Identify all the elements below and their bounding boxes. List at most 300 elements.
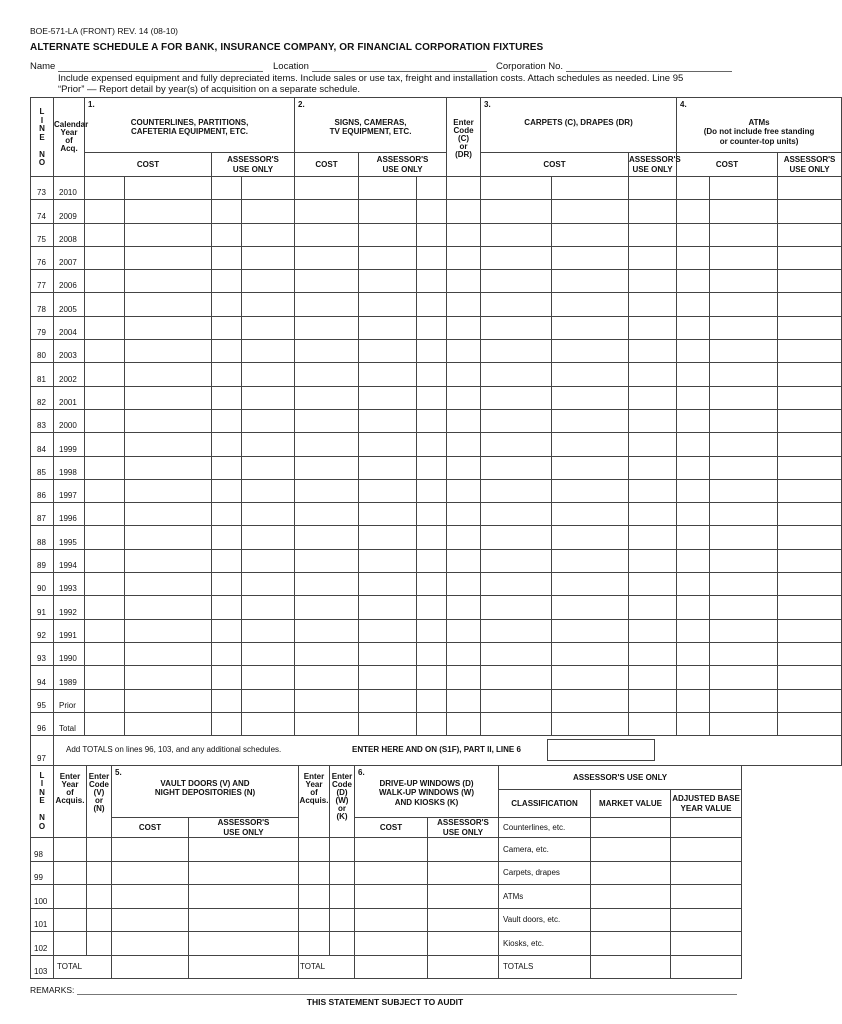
entry-cell[interactable]	[552, 689, 629, 712]
entry-cell[interactable]	[299, 932, 330, 956]
entry-cell[interactable]	[359, 666, 417, 689]
entry-cell[interactable]	[85, 642, 125, 665]
entry-cell[interactable]	[481, 363, 552, 386]
entry-cell[interactable]	[242, 316, 295, 339]
entry-cell[interactable]	[778, 549, 842, 572]
entry-cell[interactable]	[125, 666, 212, 689]
entry-cell[interactable]	[125, 596, 212, 619]
entry-cell[interactable]	[677, 712, 710, 735]
entry-cell[interactable]	[417, 642, 447, 665]
market-value-cell[interactable]	[591, 838, 671, 862]
entry-cell[interactable]	[629, 270, 677, 293]
entry-cell[interactable]	[85, 526, 125, 549]
entry-cell[interactable]	[112, 861, 189, 885]
entry-cell[interactable]	[417, 316, 447, 339]
entry-cell[interactable]	[359, 409, 417, 432]
entry-cell[interactable]	[629, 549, 677, 572]
entry-cell[interactable]	[417, 549, 447, 572]
entry-cell[interactable]	[295, 642, 359, 665]
entry-cell[interactable]	[212, 177, 242, 200]
adjusted-base-cell[interactable]	[671, 885, 742, 909]
entry-cell[interactable]	[710, 456, 778, 479]
entry-cell[interactable]	[552, 246, 629, 269]
entry-cell[interactable]	[481, 223, 552, 246]
entry-cell[interactable]	[295, 666, 359, 689]
entry-cell[interactable]	[447, 223, 481, 246]
entry-cell[interactable]	[447, 479, 481, 502]
entry-cell[interactable]	[417, 177, 447, 200]
entry-cell[interactable]	[112, 955, 189, 979]
entry-cell[interactable]	[710, 712, 778, 735]
entry-cell[interactable]	[629, 642, 677, 665]
entry-cell[interactable]	[85, 223, 125, 246]
entry-cell[interactable]	[481, 177, 552, 200]
entry-cell[interactable]	[552, 340, 629, 363]
location-line[interactable]	[312, 63, 487, 72]
entry-cell[interactable]	[629, 340, 677, 363]
entry-cell[interactable]	[629, 386, 677, 409]
entry-cell[interactable]	[710, 340, 778, 363]
entry-cell[interactable]	[359, 549, 417, 572]
entry-cell[interactable]	[85, 363, 125, 386]
entry-cell[interactable]	[778, 293, 842, 316]
entry-cell[interactable]	[125, 642, 212, 665]
entry-cell[interactable]	[778, 223, 842, 246]
entry-cell[interactable]	[629, 456, 677, 479]
entry-cell[interactable]	[778, 666, 842, 689]
entry-cell[interactable]	[552, 479, 629, 502]
entry-cell[interactable]	[778, 642, 842, 665]
entry-cell[interactable]	[778, 316, 842, 339]
entry-cell[interactable]	[778, 573, 842, 596]
entry-cell[interactable]	[447, 503, 481, 526]
entry-cell[interactable]	[212, 596, 242, 619]
entry-cell[interactable]	[417, 246, 447, 269]
entry-cell[interactable]	[710, 316, 778, 339]
entry-cell[interactable]	[629, 712, 677, 735]
entry-cell[interactable]	[629, 503, 677, 526]
adjusted-base-cell[interactable]	[671, 955, 742, 979]
entry-cell[interactable]	[447, 666, 481, 689]
entry-cell[interactable]	[330, 838, 355, 862]
entry-cell[interactable]	[677, 456, 710, 479]
entry-cell[interactable]	[552, 223, 629, 246]
entry-cell[interactable]	[212, 712, 242, 735]
entry-cell[interactable]	[242, 340, 295, 363]
entry-cell[interactable]	[552, 293, 629, 316]
entry-cell[interactable]	[447, 409, 481, 432]
entry-cell[interactable]	[677, 223, 710, 246]
entry-cell[interactable]	[295, 270, 359, 293]
entry-cell[interactable]	[212, 386, 242, 409]
entry-cell[interactable]	[295, 246, 359, 269]
entry-cell[interactable]	[428, 932, 499, 956]
entry-cell[interactable]	[428, 838, 499, 862]
entry-cell[interactable]	[710, 386, 778, 409]
entry-cell[interactable]	[295, 363, 359, 386]
entry-cell[interactable]	[125, 503, 212, 526]
entry-cell[interactable]	[677, 666, 710, 689]
entry-cell[interactable]	[778, 246, 842, 269]
entry-cell[interactable]	[295, 456, 359, 479]
entry-cell[interactable]	[87, 861, 112, 885]
entry-cell[interactable]	[85, 619, 125, 642]
entry-cell[interactable]	[295, 712, 359, 735]
entry-cell[interactable]	[85, 386, 125, 409]
entry-cell[interactable]	[677, 316, 710, 339]
entry-cell[interactable]	[212, 456, 242, 479]
entry-cell[interactable]	[447, 456, 481, 479]
entry-cell[interactable]	[710, 503, 778, 526]
entry-cell[interactable]	[242, 270, 295, 293]
entry-cell[interactable]	[629, 177, 677, 200]
entry-cell[interactable]	[87, 885, 112, 909]
entry-cell[interactable]	[447, 573, 481, 596]
entry-cell[interactable]	[87, 908, 112, 932]
entry-cell[interactable]	[242, 363, 295, 386]
entry-cell[interactable]	[85, 316, 125, 339]
entry-cell[interactable]	[778, 596, 842, 619]
entry-cell[interactable]	[447, 712, 481, 735]
entry-cell[interactable]	[295, 503, 359, 526]
entry-cell[interactable]	[778, 689, 842, 712]
entry-cell[interactable]	[447, 316, 481, 339]
entry-cell[interactable]	[85, 596, 125, 619]
entry-cell[interactable]	[85, 479, 125, 502]
entry-cell[interactable]	[481, 246, 552, 269]
entry-cell[interactable]	[481, 712, 552, 735]
entry-cell[interactable]	[359, 246, 417, 269]
entry-cell[interactable]	[629, 433, 677, 456]
remarks-line[interactable]	[77, 987, 737, 995]
adjusted-counterlines[interactable]	[671, 818, 742, 838]
entry-cell[interactable]	[295, 573, 359, 596]
entry-cell[interactable]	[710, 177, 778, 200]
entry-cell[interactable]	[242, 386, 295, 409]
entry-cell[interactable]	[481, 573, 552, 596]
entry-cell[interactable]	[125, 270, 212, 293]
entry-cell[interactable]	[242, 433, 295, 456]
entry-cell[interactable]	[242, 503, 295, 526]
entry-cell[interactable]	[85, 200, 125, 223]
entry-cell[interactable]	[85, 409, 125, 432]
entry-cell[interactable]	[212, 340, 242, 363]
entry-cell[interactable]	[212, 293, 242, 316]
entry-cell[interactable]	[677, 689, 710, 712]
entry-cell[interactable]	[629, 363, 677, 386]
entry-cell[interactable]	[85, 689, 125, 712]
entry-cell[interactable]	[295, 293, 359, 316]
entry-cell[interactable]	[85, 177, 125, 200]
entry-cell[interactable]	[778, 526, 842, 549]
entry-cell[interactable]	[677, 177, 710, 200]
entry-cell[interactable]	[481, 526, 552, 549]
entry-cell[interactable]	[417, 596, 447, 619]
entry-cell[interactable]	[677, 526, 710, 549]
entry-cell[interactable]	[778, 340, 842, 363]
entry-cell[interactable]	[677, 340, 710, 363]
entry-cell[interactable]	[54, 861, 87, 885]
entry-cell[interactable]	[677, 409, 710, 432]
entry-cell[interactable]	[677, 363, 710, 386]
entry-cell[interactable]	[295, 549, 359, 572]
entry-cell[interactable]	[552, 386, 629, 409]
entry-cell[interactable]	[629, 619, 677, 642]
entry-cell[interactable]	[125, 316, 212, 339]
entry-cell[interactable]	[125, 712, 212, 735]
entry-cell[interactable]	[417, 223, 447, 246]
entry-cell[interactable]	[778, 712, 842, 735]
entry-cell[interactable]	[359, 642, 417, 665]
entry-cell[interactable]	[447, 340, 481, 363]
entry-cell[interactable]	[125, 549, 212, 572]
entry-cell[interactable]	[481, 619, 552, 642]
entry-cell[interactable]	[242, 689, 295, 712]
entry-cell[interactable]	[677, 573, 710, 596]
entry-cell[interactable]	[189, 932, 299, 956]
entry-cell[interactable]	[710, 526, 778, 549]
name-line[interactable]	[58, 63, 263, 72]
entry-cell[interactable]	[629, 666, 677, 689]
entry-cell[interactable]	[242, 712, 295, 735]
entry-cell[interactable]	[359, 526, 417, 549]
entry-cell[interactable]	[778, 409, 842, 432]
entry-cell[interactable]	[359, 200, 417, 223]
entry-cell[interactable]	[85, 549, 125, 572]
entry-cell[interactable]	[295, 200, 359, 223]
entry-cell[interactable]	[212, 503, 242, 526]
entry-cell[interactable]	[212, 642, 242, 665]
entry-cell[interactable]	[481, 456, 552, 479]
entry-cell[interactable]	[125, 223, 212, 246]
entry-cell[interactable]	[417, 293, 447, 316]
entry-cell[interactable]	[112, 838, 189, 862]
entry-cell[interactable]	[778, 433, 842, 456]
entry-cell[interactable]	[242, 479, 295, 502]
entry-cell[interactable]	[242, 293, 295, 316]
entry-cell[interactable]	[212, 223, 242, 246]
entry-cell[interactable]	[629, 246, 677, 269]
market-value-counterlines[interactable]	[591, 818, 671, 838]
entry-cell[interactable]	[125, 340, 212, 363]
entry-cell[interactable]	[552, 316, 629, 339]
entry-cell[interactable]	[112, 885, 189, 909]
entry-cell[interactable]	[417, 363, 447, 386]
corp-no-line[interactable]	[566, 63, 732, 72]
entry-cell[interactable]	[629, 479, 677, 502]
corp-no-field[interactable]	[496, 61, 732, 72]
entry-cell[interactable]	[242, 596, 295, 619]
entry-cell[interactable]	[212, 666, 242, 689]
entry-cell[interactable]	[359, 386, 417, 409]
entry-cell[interactable]	[299, 838, 330, 862]
location-field[interactable]	[273, 61, 487, 72]
entry-cell[interactable]	[125, 456, 212, 479]
entry-cell[interactable]	[552, 177, 629, 200]
entry-cell[interactable]	[447, 526, 481, 549]
entry-cell[interactable]	[417, 712, 447, 735]
entry-cell[interactable]	[295, 177, 359, 200]
entry-cell[interactable]	[355, 955, 428, 979]
entry-cell[interactable]	[710, 596, 778, 619]
entry-cell[interactable]	[447, 246, 481, 269]
entry-cell[interactable]	[355, 932, 428, 956]
entry-cell[interactable]	[552, 200, 629, 223]
entry-cell[interactable]	[212, 270, 242, 293]
entry-cell[interactable]	[710, 549, 778, 572]
entry-cell[interactable]	[359, 503, 417, 526]
entry-cell[interactable]	[629, 689, 677, 712]
entry-cell[interactable]	[428, 908, 499, 932]
entry-cell[interactable]	[417, 386, 447, 409]
entry-cell[interactable]	[710, 642, 778, 665]
entry-cell[interactable]	[125, 573, 212, 596]
entry-cell[interactable]	[677, 293, 710, 316]
entry-cell[interactable]	[778, 479, 842, 502]
entry-cell[interactable]	[125, 689, 212, 712]
entry-cell[interactable]	[447, 200, 481, 223]
entry-cell[interactable]	[481, 666, 552, 689]
entry-cell[interactable]	[85, 246, 125, 269]
entry-cell[interactable]	[629, 200, 677, 223]
entry-cell[interactable]	[447, 642, 481, 665]
entry-cell[interactable]	[242, 619, 295, 642]
entry-cell[interactable]	[778, 386, 842, 409]
entry-cell[interactable]	[85, 293, 125, 316]
entry-cell[interactable]	[447, 363, 481, 386]
entry-cell[interactable]	[125, 363, 212, 386]
entry-cell[interactable]	[299, 885, 330, 909]
entry-cell[interactable]	[212, 316, 242, 339]
entry-cell[interactable]	[677, 479, 710, 502]
entry-cell[interactable]	[189, 838, 299, 862]
entry-cell[interactable]	[677, 386, 710, 409]
entry-cell[interactable]	[359, 363, 417, 386]
entry-cell[interactable]	[355, 885, 428, 909]
entry-cell[interactable]	[629, 526, 677, 549]
entry-cell[interactable]	[417, 409, 447, 432]
market-value-cell[interactable]	[591, 908, 671, 932]
entry-cell[interactable]	[112, 932, 189, 956]
entry-cell[interactable]	[54, 908, 87, 932]
entry-cell[interactable]	[677, 503, 710, 526]
entry-cell[interactable]	[242, 549, 295, 572]
entry-cell[interactable]	[125, 526, 212, 549]
entry-cell[interactable]	[481, 689, 552, 712]
entry-cell[interactable]	[125, 479, 212, 502]
entry-cell[interactable]	[359, 293, 417, 316]
entry-cell[interactable]	[242, 456, 295, 479]
entry-cell[interactable]	[359, 573, 417, 596]
entry-cell[interactable]	[189, 955, 299, 979]
entry-cell[interactable]	[710, 246, 778, 269]
entry-cell[interactable]	[710, 479, 778, 502]
entry-cell[interactable]	[85, 270, 125, 293]
entry-cell[interactable]	[481, 386, 552, 409]
entry-cell[interactable]	[359, 456, 417, 479]
entry-cell[interactable]	[87, 932, 112, 956]
entry-cell[interactable]	[481, 293, 552, 316]
entry-cell[interactable]	[330, 932, 355, 956]
entry-cell[interactable]	[112, 908, 189, 932]
entry-cell[interactable]	[295, 596, 359, 619]
entry-cell[interactable]	[295, 409, 359, 432]
entry-cell[interactable]	[417, 573, 447, 596]
entry-cell[interactable]	[85, 503, 125, 526]
entry-cell[interactable]	[552, 712, 629, 735]
entry-cell[interactable]	[242, 666, 295, 689]
entry-cell[interactable]	[447, 293, 481, 316]
entry-cell[interactable]	[710, 433, 778, 456]
entry-cell[interactable]	[85, 340, 125, 363]
entry-cell[interactable]	[778, 456, 842, 479]
entry-cell[interactable]	[552, 433, 629, 456]
entry-cell[interactable]	[359, 596, 417, 619]
entry-cell[interactable]	[295, 479, 359, 502]
entry-cell[interactable]	[125, 409, 212, 432]
entry-cell[interactable]	[677, 549, 710, 572]
entry-cell[interactable]	[447, 689, 481, 712]
entry-cell[interactable]	[417, 270, 447, 293]
entry-cell[interactable]	[481, 642, 552, 665]
entry-cell[interactable]	[330, 908, 355, 932]
entry-cell[interactable]	[189, 861, 299, 885]
entry-cell[interactable]	[677, 596, 710, 619]
entry-cell[interactable]	[481, 479, 552, 502]
entry-cell[interactable]	[125, 433, 212, 456]
entry-cell[interactable]	[359, 177, 417, 200]
entry-cell[interactable]	[677, 433, 710, 456]
entry-cell[interactable]	[710, 619, 778, 642]
entry-cell[interactable]	[212, 363, 242, 386]
entry-cell[interactable]	[629, 409, 677, 432]
entry-cell[interactable]	[552, 573, 629, 596]
entry-cell[interactable]	[417, 479, 447, 502]
entry-cell[interactable]	[212, 409, 242, 432]
entry-cell[interactable]	[85, 666, 125, 689]
entry-cell[interactable]	[212, 526, 242, 549]
entry-cell[interactable]	[359, 689, 417, 712]
entry-cell[interactable]	[242, 409, 295, 432]
line-97-total-box[interactable]	[547, 739, 655, 761]
entry-cell[interactable]	[212, 246, 242, 269]
entry-cell[interactable]	[417, 526, 447, 549]
entry-cell[interactable]	[212, 689, 242, 712]
entry-cell[interactable]	[481, 409, 552, 432]
entry-cell[interactable]	[189, 908, 299, 932]
entry-cell[interactable]	[552, 363, 629, 386]
entry-cell[interactable]	[552, 596, 629, 619]
entry-cell[interactable]	[359, 479, 417, 502]
entry-cell[interactable]	[481, 340, 552, 363]
entry-cell[interactable]	[359, 316, 417, 339]
entry-cell[interactable]	[710, 573, 778, 596]
entry-cell[interactable]	[330, 861, 355, 885]
entry-cell[interactable]	[295, 526, 359, 549]
entry-cell[interactable]	[212, 619, 242, 642]
entry-cell[interactable]	[447, 619, 481, 642]
entry-cell[interactable]	[447, 177, 481, 200]
entry-cell[interactable]	[417, 456, 447, 479]
entry-cell[interactable]	[330, 885, 355, 909]
entry-cell[interactable]	[447, 596, 481, 619]
entry-cell[interactable]	[359, 619, 417, 642]
entry-cell[interactable]	[481, 200, 552, 223]
entry-cell[interactable]	[417, 666, 447, 689]
entry-cell[interactable]	[359, 433, 417, 456]
entry-cell[interactable]	[552, 456, 629, 479]
entry-cell[interactable]	[481, 316, 552, 339]
